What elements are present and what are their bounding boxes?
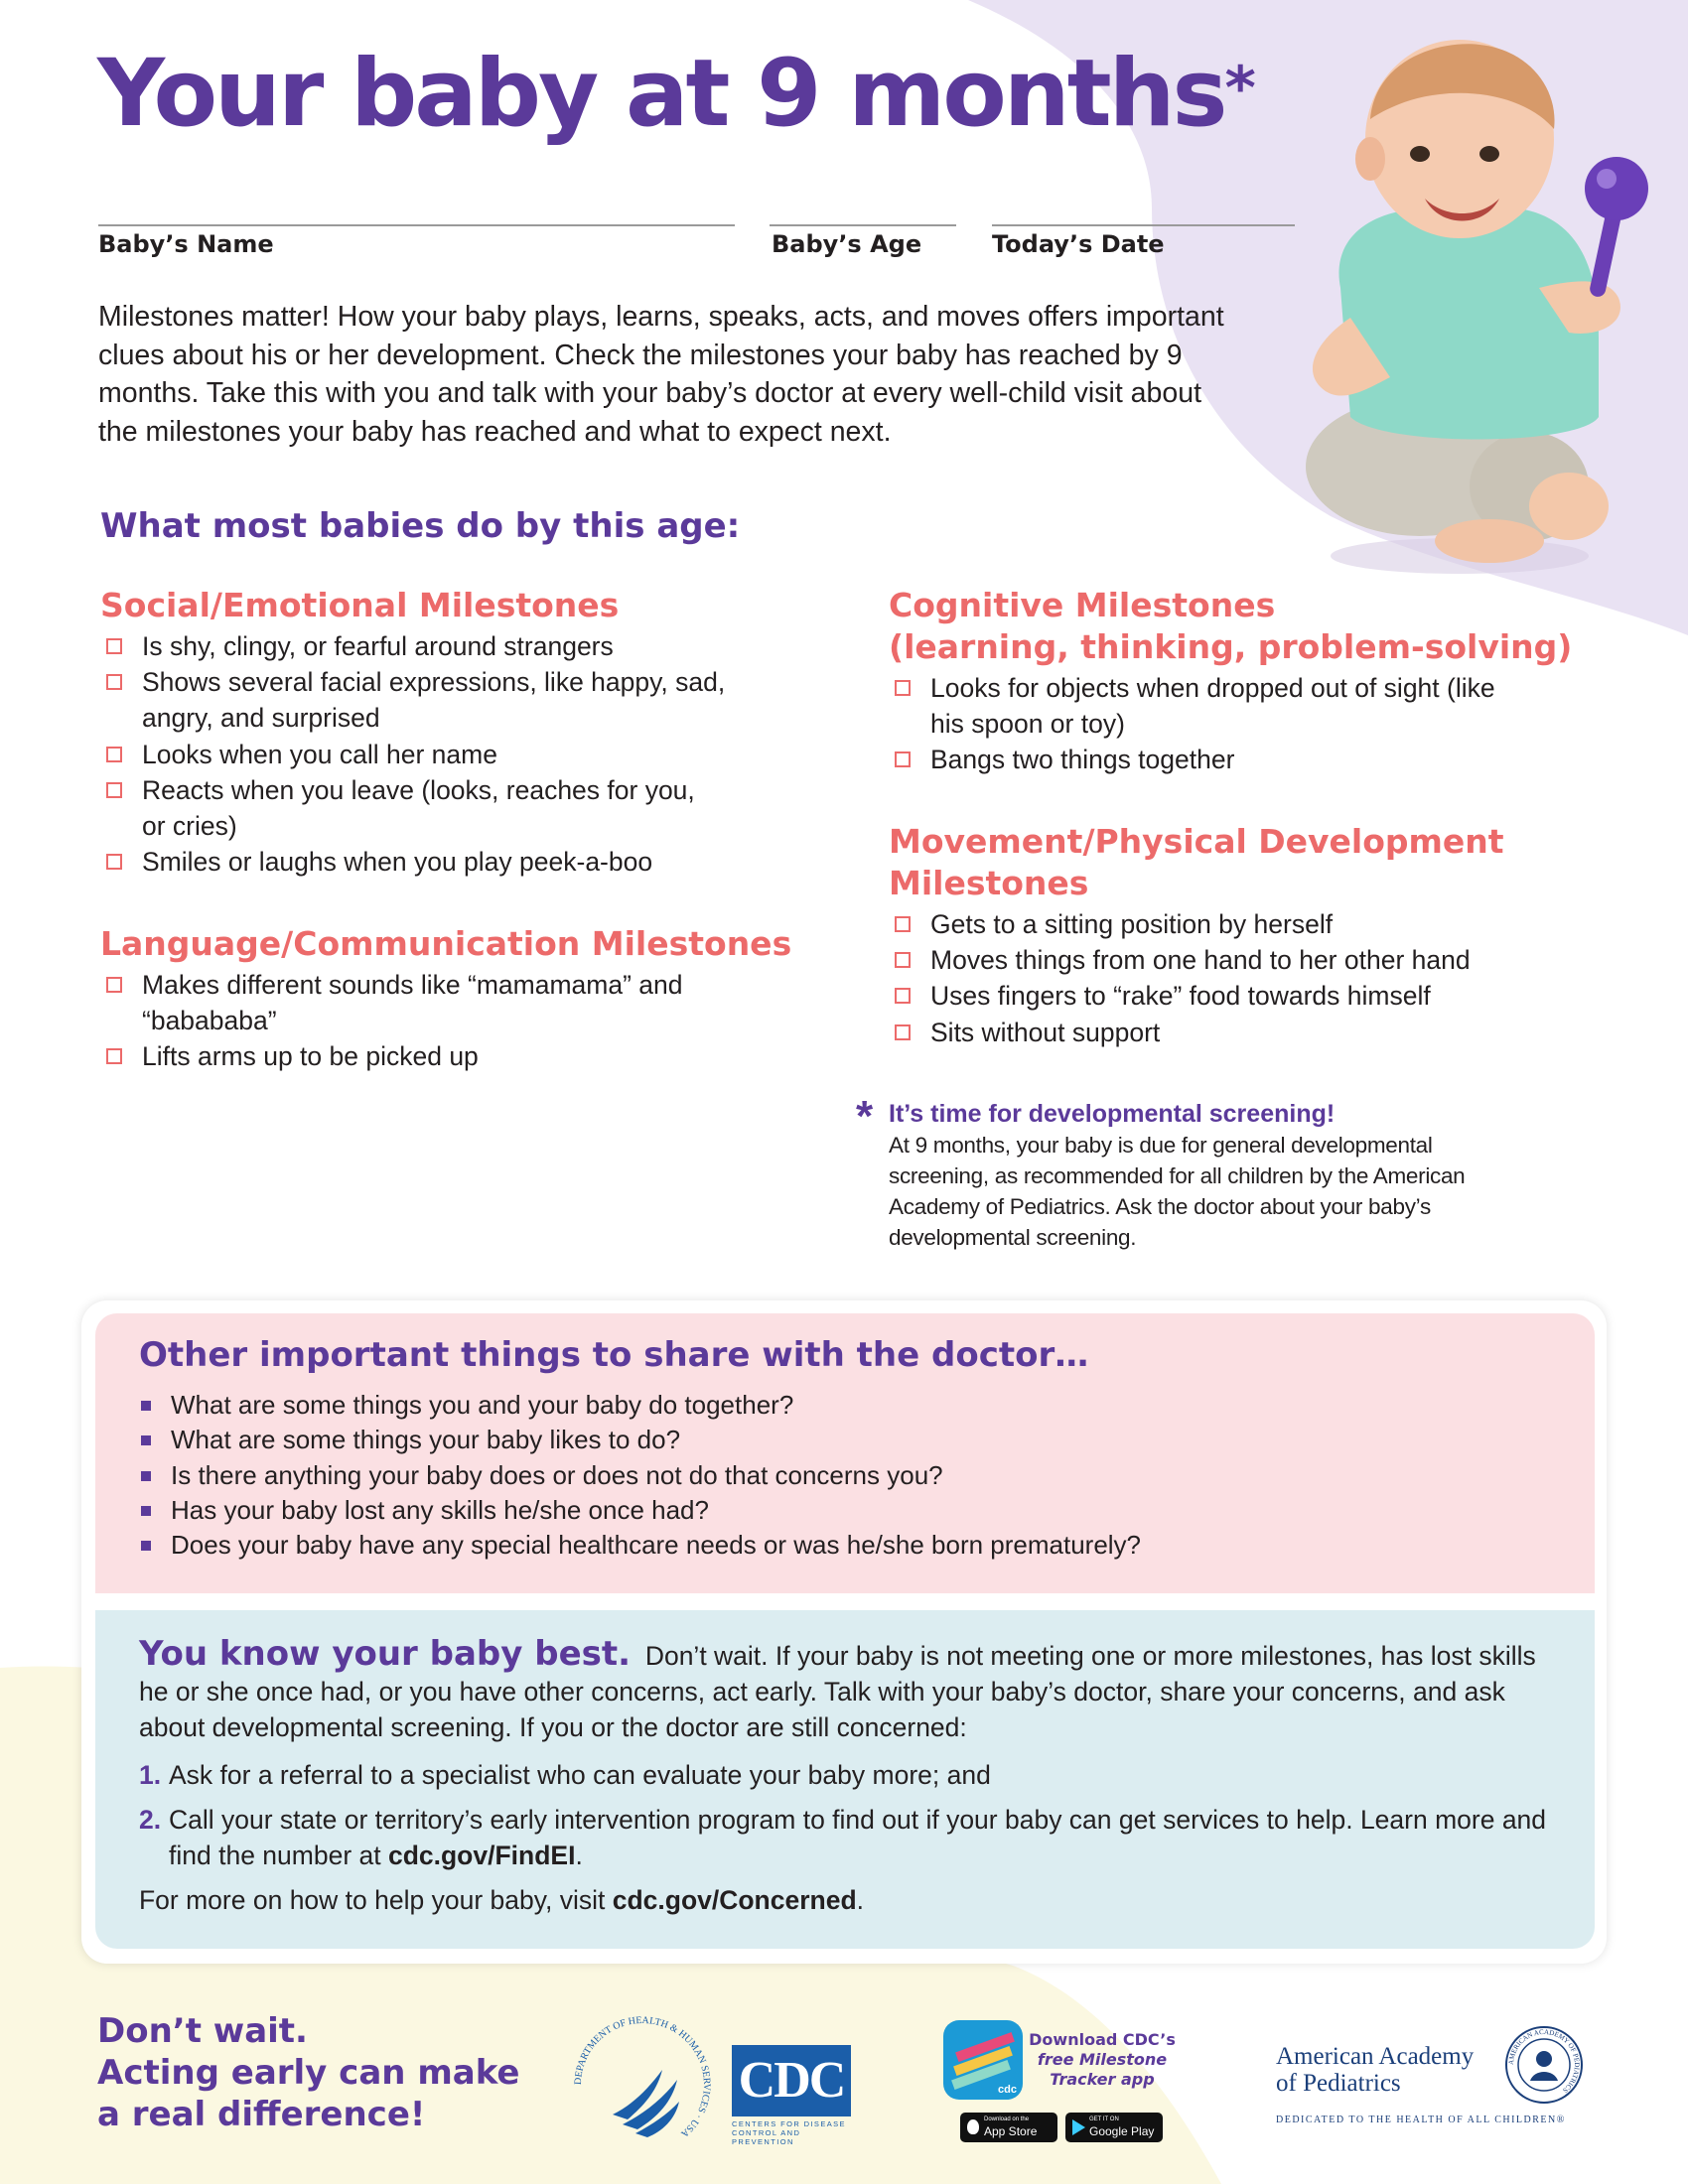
checklist-item[interactable]: Reacts when you leave (looks, reaches for you, or cries) (100, 772, 698, 844)
bullet-square (141, 1435, 151, 1445)
movement-heading: Movement/Physical Development (889, 822, 1504, 861)
checkbox[interactable] (895, 680, 911, 696)
aap-logo: American Academy of Pediatrics DEDICATED TO THE HEALTH OF ALL CHILDREN® (1276, 2043, 1566, 2125)
app-store-button[interactable]: Download on the App Store (960, 2113, 1057, 2142)
find-ei-link[interactable]: cdc.gov/FindEI (387, 1841, 576, 1870)
checkbox[interactable] (895, 751, 911, 767)
babys-age-label: Baby’s Age (772, 230, 922, 258)
share-list (139, 1388, 1549, 1563)
screening-asterisk: * (856, 1092, 874, 1141)
know-paragraph (139, 1636, 1549, 1745)
social-emotional-section (100, 585, 795, 880)
checkbox[interactable] (895, 1024, 911, 1040)
title-asterisk: * (1224, 54, 1253, 123)
checklist-item[interactable]: Lifts arms up to be picked up (100, 1038, 795, 1074)
checklist-item[interactable]: Moves things from one hand to her other hand (889, 942, 1604, 978)
baby-with-rattle-image (1281, 40, 1658, 596)
aap-seal-logo (1504, 2025, 1584, 2105)
hhs-seal-logo (568, 2010, 717, 2159)
screening-body: At 9 months, your baby is due for general developmental screening, as recommended for all children by the American Academy of Pediatrics. Ask the doctor about your baby’s developmental screening. (889, 1133, 1466, 1250)
cognitive-heading: Cognitive Milestones (889, 586, 1276, 624)
milestone-app-icon[interactable]: cdc (943, 2020, 1023, 2100)
checkbox[interactable] (106, 854, 122, 870)
bullet-square (141, 1506, 151, 1516)
checkbox[interactable] (895, 916, 911, 932)
language-section (100, 923, 795, 1075)
share-heading: Other important things to share with the doctor… (139, 1335, 1089, 1375)
cognitive-subheading: (learning, thinking, problem-solving) (889, 627, 1573, 666)
checklist-item[interactable]: Makes different sounds like “mamamama” and “babababa” (100, 967, 718, 1038)
checkbox[interactable] (106, 1048, 122, 1064)
movement-list (889, 906, 1604, 1050)
checkbox[interactable] (895, 988, 911, 1004)
know-your-baby-text (139, 1636, 1549, 1918)
action-steps (139, 1757, 1549, 1873)
checkbox[interactable] (106, 638, 122, 654)
svg-text:AMERICAN ACADEMY OF PEDIATRICS: AMERICAN ACADEMY OF PEDIATRICS (1506, 2027, 1582, 2095)
todays-date-label: Today’s Date (992, 230, 1165, 258)
list-item: What are some things you and your baby do together? (139, 1388, 1549, 1423)
checklist-item[interactable]: Shows several facial expressions, like happy, sad, angry, and surprised (100, 664, 795, 736)
checkbox[interactable] (106, 782, 122, 798)
step-item: 2. Call your state or territory’s early intervention program to find out if your baby can get services to help. Learn more and find the number at cdc.gov/FindEI. (139, 1802, 1549, 1873)
checkbox[interactable] (106, 747, 122, 762)
bullet-square (141, 1401, 151, 1411)
language-heading: Language/Communication Milestones (100, 924, 792, 963)
todays-date-line (992, 224, 1295, 226)
checklist-item[interactable]: Uses fingers to “rake” food towards himself (889, 978, 1604, 1014)
page-title: Your baby at 9 months* (97, 40, 1253, 148)
google-play-button[interactable]: GET IT ON Google Play (1065, 2113, 1163, 2142)
movement-section (889, 821, 1604, 1050)
apple-icon (967, 2119, 979, 2134)
list-item: Is there anything your baby does or does not do that concerns you? (139, 1458, 1549, 1493)
step-number: 1. (139, 1760, 162, 1790)
step-item: 1. Ask for a referral to a specialist who can evaluate your baby more; and (139, 1757, 1549, 1793)
milestones-heading: What most babies do by this age: (100, 506, 741, 546)
checklist-item[interactable]: Looks for objects when dropped out of sight (like his spoon or toy) (889, 670, 1526, 742)
checkbox[interactable] (895, 952, 911, 968)
cognitive-list (889, 670, 1584, 778)
list-item: Has your baby lost any skills he/she once had? (139, 1493, 1549, 1528)
know-heading: You know your baby best. (139, 1634, 632, 1674)
checkbox[interactable] (106, 674, 122, 690)
bullet-square (141, 1541, 151, 1551)
app-promo-text: Download CDC’s free Milestone Tracker app (1029, 2030, 1176, 2089)
step-number: 2. (139, 1805, 162, 1835)
intro-paragraph: Milestones matter! How your baby plays, learns, speaks, acts, and moves offers important clues about his or her development. Check the milestones your baby has reached by 9 months. Take this with you and talk with your baby’s doctor at every well-child visit about the milestones your baby has reached and what to expect next. (98, 301, 1224, 448)
babys-age-line (770, 224, 956, 226)
babys-name-label: Baby’s Name (98, 230, 274, 258)
cognitive-section (889, 585, 1584, 778)
svg-text:DEPARTMENT OF HEALTH & HUMAN S: DEPARTMENT OF HEALTH & HUMAN SERVICES · USA (572, 2014, 713, 2139)
cdc-logo-mark: CDC (732, 2045, 851, 2116)
babys-name-line (98, 224, 735, 226)
social-emotional-list (100, 628, 795, 880)
list-item: What are some things your baby likes to do? (139, 1423, 1549, 1457)
checkbox[interactable] (106, 977, 122, 993)
cdc-logo: CDC CENTERS FOR DISEASE CONTROL AND PREVENTION (732, 2045, 851, 2146)
screening-title: It’s time for developmental screening! (889, 1100, 1336, 1128)
checklist-item[interactable]: Looks when you call her name (100, 737, 795, 772)
language-list (100, 967, 795, 1075)
more-info-line: For more on how to help your baby, visit cdc.gov/Concerned. (139, 1885, 865, 1915)
bullet-square (141, 1471, 151, 1481)
footer-tagline: Don’t wait. Acting early can make a real difference! (97, 2011, 520, 2134)
concerned-link[interactable]: cdc.gov/Concerned (612, 1885, 857, 1915)
checklist-item[interactable]: Smiles or laughs when you play peek-a-boo (100, 844, 795, 880)
checklist-item[interactable]: Is shy, clingy, or fearful around strangers (100, 628, 795, 664)
checklist-item[interactable]: Bangs two things together (889, 742, 1584, 777)
movement-subheading: Milestones (889, 864, 1089, 902)
checklist-item[interactable]: Sits without support (889, 1015, 1604, 1050)
know-body: Don’t wait. If your baby is not meeting one or more milestones, has lost skills he or she once had, or you have other concerns, act early. Talk with your baby’s doctor, share your concerns, and ask about developmental screening. If you or the doctor are still concerned: (139, 1641, 1536, 1742)
social-emotional-heading: Social/Emotional Milestones (100, 586, 620, 624)
list-item: Does your baby have any special healthcare needs or was he/she born prematurely? (139, 1528, 1549, 1563)
checklist-item[interactable]: Gets to a sitting position by herself (889, 906, 1604, 942)
play-icon (1072, 2119, 1085, 2135)
